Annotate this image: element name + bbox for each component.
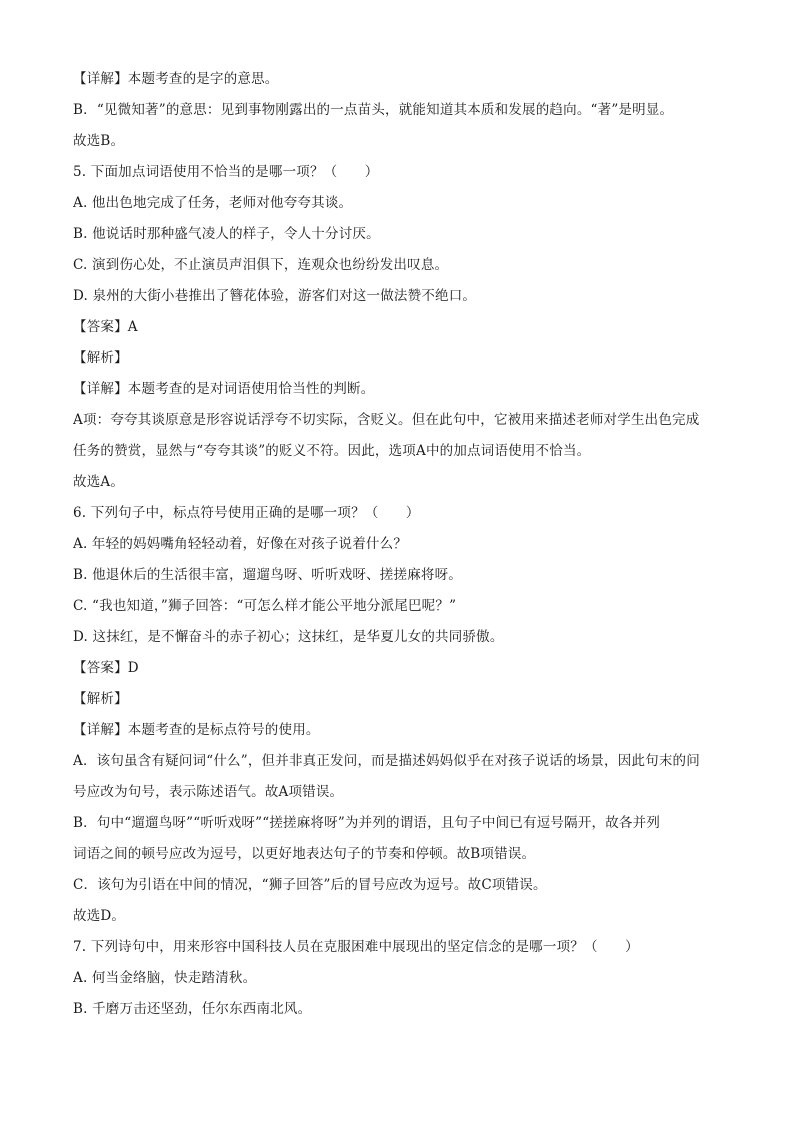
question-5-answer: 【答案】A bbox=[73, 319, 138, 335]
question-6-explanation-a-line-1: A．该句虽含有疑问词“什么”，但并非真正发问，而是描述妈妈似乎在对孩子说话的场景，因此句末的问 bbox=[73, 753, 700, 769]
question-5-option-c: C. 演到伤心处，不止演员声泪俱下，连观众也纷纷发出叹息。 bbox=[73, 257, 449, 273]
question-5-option-d: D. 泉州的大街小巷推出了簪花体验，游客们对这一做法赞不绝口。 bbox=[73, 288, 477, 304]
question-7-option-a: A. 何当金络脑，快走踏清秋。 bbox=[73, 970, 257, 986]
question-6-detail: 【详解】本题考查的是标点符号的使用。 bbox=[73, 722, 320, 738]
question-5-detail: 【详解】本题考查的是对词语使用恰当性的判断。 bbox=[73, 381, 375, 397]
explanation-line-q4-b: B．“见微知著”的意思：见到事物刚露出的一点苗头，就能知道其本质和发展的趋向。“著”是明显。 bbox=[73, 102, 674, 118]
question-5-option-b: B. 他说话时那种盛气凌人的样子，令人十分讨厌。 bbox=[73, 226, 380, 242]
question-6-explanation-b-line-2: 词语之间的顿号应改为逗号，以更好地表达句子的节奏和停顿。故B项错误。 bbox=[73, 846, 536, 862]
question-6-explanation-a-line-2: 号应改为句号，表示陈述语气。故A项错误。 bbox=[73, 784, 344, 800]
question-6-option-c: C. “我也知道，”狮子回答：“可怎么样才能公平地分派尾巴呢？” bbox=[73, 598, 457, 614]
question-6-explanation-c: C．该句为引语在中间的情况，“狮子回答”后的冒号应改为逗号。故C项错误。 bbox=[73, 877, 547, 893]
question-5-stem: 5. 下面加点词语使用不恰当的是哪一项？（ ） bbox=[73, 164, 379, 180]
question-6-option-a: A. 年轻的妈妈嘴角轻轻动着，好像在对孩子说着什么？ bbox=[73, 536, 408, 552]
question-5-analysis-heading: 【解析】 bbox=[73, 350, 128, 366]
question-5-option-a: A. 他出色地完成了任务，老师对他夸夸其谈。 bbox=[73, 195, 353, 211]
question-7-stem: 7. 下列诗句中，用来形容中国科技人员在克服困难中展现出的坚定信念的是哪一项？（ ） bbox=[73, 939, 639, 955]
question-5-conclusion: 故选A。 bbox=[73, 474, 125, 490]
question-5-explanation-line-1: A项：夸夸其谈原意是形容说话浮夸不切实际，含贬义。但在此句中，它被用来描述老师对学生出色完成 bbox=[73, 412, 700, 428]
question-7-option-b: B. 千磨万击还坚劲，任尔东西南北风。 bbox=[73, 1001, 312, 1017]
question-6-option-b: B. 他退休后的生活很丰富，遛遛鸟呀、听听戏呀、搓搓麻将呀。 bbox=[73, 567, 463, 583]
question-6-analysis-heading: 【解析】 bbox=[73, 691, 128, 707]
question-6-answer: 【答案】D bbox=[73, 660, 139, 676]
document-page bbox=[73, 64, 733, 1025]
detail-line-q4: 【详解】本题考查的是字的意思。 bbox=[73, 71, 279, 87]
question-5-explanation-line-2: 任务的赞赏，显然与“夸夸其谈”的贬义不符。因此，选项A中的加点词语使用不恰当。 bbox=[73, 443, 591, 459]
question-6-explanation-b-line-1: B．句中“遛遛鸟呀”“听听戏呀”“搓搓麻将呀”为并列的谓语，且句子中间已有逗号隔开，故各并列 bbox=[73, 815, 661, 831]
conclusion-line-q4: 故选B。 bbox=[73, 133, 125, 149]
question-6-option-d: D. 这抹红，是不懈奋斗的赤子初心；这抹红，是华夏儿女的共同骄傲。 bbox=[73, 629, 504, 645]
question-6-stem: 6. 下列句子中，标点符号使用正确的是哪一项？（ ） bbox=[73, 505, 420, 521]
question-6-conclusion: 故选D。 bbox=[73, 908, 126, 924]
